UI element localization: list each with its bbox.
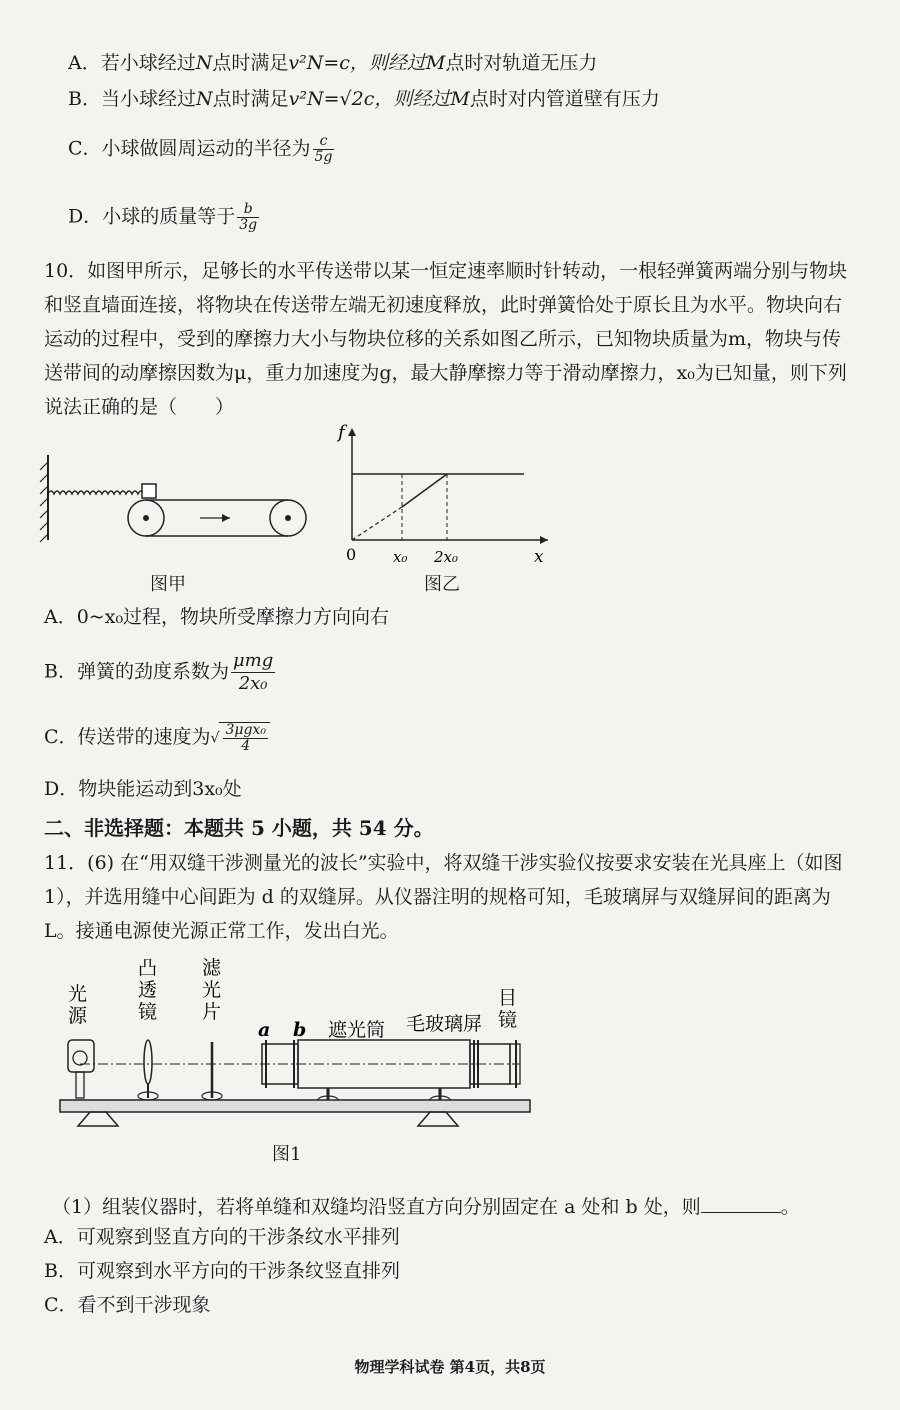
q11-stem: 11．(6) 在“用双缝干涉测量光的波长”实验中，将双缝干涉实验仪按要求安装在光具座上（如图 1），并选用缝中心间距为 d 的双缝屏。从仪器注明的规格可知，毛玻璃屏与双缝屏间的距离为 L。接通电源使光源正常工作，发出白光。 bbox=[44, 852, 843, 942]
svg-text:凸: 凸 bbox=[138, 957, 158, 979]
q9-option-a: A．若小球经过N点时满足v²N=c，则经过M点时对轨道无压力 bbox=[68, 52, 598, 74]
q10-option-d: D．物块能运动到3x₀处 bbox=[44, 778, 242, 800]
svg-text:滤: 滤 bbox=[202, 957, 222, 979]
svg-text:片: 片 bbox=[202, 1001, 222, 1023]
answer-blank[interactable] bbox=[701, 1212, 781, 1213]
origin-label: 0 bbox=[346, 545, 357, 564]
double-slit-apparatus bbox=[50, 950, 540, 1135]
q9-option-c: C．小球做圆周运动的半径为 $\frac{c}{5g}$ bbox=[68, 133, 333, 165]
q10-stem: 10．如图甲所示，足够长的水平传送带以某一恒定速率顺时针转动，一根轻弹簧两端分别与物块和竖直墙面连接，将物块在传送带左端无初速度释放，此时弹簧恰处于原长且为水平。物块向右运动的过程中，受到的摩擦力大小与物块位移的关系如图乙所示，已知物块质量为m，物块与传送带间的动摩擦因数为μ，重力加速度为g，最大静摩擦力等于滑动摩擦力，x₀为已知量，则下列说法正确的是（ ） bbox=[44, 260, 848, 418]
fig-jia-caption: 图甲 bbox=[150, 574, 186, 595]
friction-graph bbox=[330, 418, 560, 576]
page-footer: 物理学科试卷 第4页，共8页 bbox=[354, 1358, 546, 1376]
fig-yi-caption: 图乙 bbox=[424, 574, 460, 595]
svg-text:镜: 镜 bbox=[498, 1009, 518, 1031]
label-b: b bbox=[293, 1019, 307, 1041]
tick-x0-label: x₀ bbox=[393, 548, 408, 566]
axis-f-label: f bbox=[338, 422, 345, 443]
label-a: a bbox=[258, 1019, 271, 1041]
q11-option-a: A．可观察到竖直方向的干涉条纹水平排列 bbox=[44, 1226, 400, 1248]
tick-2x0-label: 2x₀ bbox=[434, 548, 459, 566]
q10-option-b: B．弹簧的劲度系数为 $\frac{\text{μmg}}{\text{2x₀}}$ bbox=[44, 650, 274, 694]
label-tube: 遮光筒 bbox=[328, 1019, 386, 1041]
q11-sub1: （1）组装仪器时，若将单缝和双缝均沿竖直方向分别固定在 a 处和 b 处，则 。 bbox=[52, 1196, 800, 1218]
label-screen: 毛玻璃屏 bbox=[406, 1013, 483, 1035]
q9-option-d: D．小球的质量等于 $\frac{b}{3g}$ bbox=[68, 201, 258, 233]
axis-x-label: x bbox=[534, 547, 544, 567]
svg-text:镜: 镜 bbox=[138, 1001, 158, 1023]
svg-text:透: 透 bbox=[138, 979, 158, 1001]
svg-text:光: 光 bbox=[202, 979, 222, 1001]
q11-option-c: C．看不到干涉现象 bbox=[44, 1294, 211, 1316]
q11-option-b: B．可观察到水平方向的干涉条纹竖直排列 bbox=[44, 1260, 400, 1282]
fig1-caption: 图1 bbox=[272, 1144, 302, 1165]
conveyor-figure bbox=[38, 450, 308, 550]
svg-text:目: 目 bbox=[498, 987, 518, 1009]
section-2-heading: 二、非选择题：本题共 5 小题，共 54 分。 bbox=[44, 816, 434, 840]
label-light-source-2: 源 bbox=[68, 1005, 88, 1027]
q10-option-c: C．传送带的速度为√ $\frac{\text{3μgx₀}}{4}$ bbox=[44, 722, 270, 754]
q9-option-b: B．当小球经过N点时满足v²N=√2c，则经过M点时对内管道壁有压力 bbox=[68, 88, 660, 110]
q10-option-a: A．0~x₀过程，物块所受摩擦力方向向右 bbox=[44, 606, 390, 628]
label-light-source-1: 光 bbox=[68, 983, 88, 1005]
